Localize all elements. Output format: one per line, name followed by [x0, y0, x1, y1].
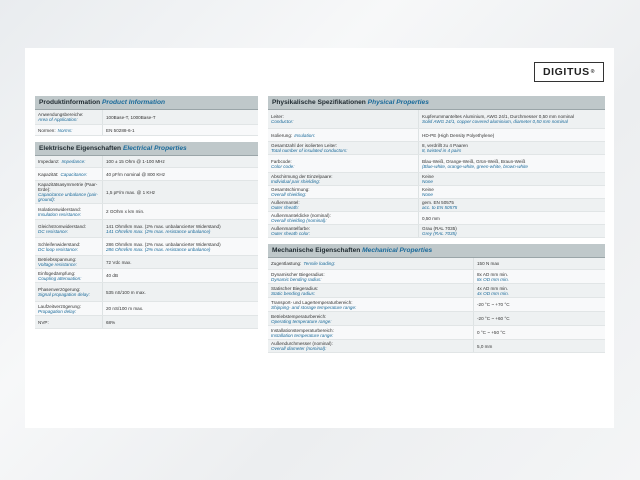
spec-label: Dynamischer Biegeradius: Dynamic bending radius: — [271, 271, 325, 282]
spec-row — [268, 173, 605, 186]
spec-label: Abschirmung der Einzelpaare: Individual pair shielding: — [271, 174, 333, 184]
section-product-information — [35, 96, 258, 136]
spec-value: 1,5 pF/m max. @ 1 KHz — [102, 181, 258, 203]
spec-value: 141 Ohm/km max. (2% max. unbalancierter Widerstand) 141 Ohm/km max. (2% max. resistance unbalance) — [102, 220, 258, 237]
right-column — [268, 96, 605, 353]
spec-row — [35, 125, 258, 136]
spec-label: Betriebstemperaturbereich: Operating temperature range: — [271, 313, 332, 324]
spec-row — [35, 283, 258, 302]
spec-row — [35, 204, 258, 220]
section-header: Physikalische Spezifikationen Physical Properties — [268, 96, 605, 110]
section-electrical-properties — [35, 142, 258, 329]
spec-row — [268, 298, 605, 312]
spec-row — [35, 269, 258, 283]
spec-label: Isolierung: Insulation: — [271, 132, 316, 138]
spec-label: Installationstemperaturbereich: Installation temperature range: — [271, 327, 334, 338]
spec-value: HD-PE (High Density Polyethylene) — [418, 129, 605, 141]
spec-label: Gleichstromwiderstand: DC resistance: — [38, 223, 86, 234]
spec-label: Außenmantelfarbe: Outer sheath color: — [271, 226, 311, 236]
spec-row — [268, 155, 605, 173]
spec-value: Kupferummanteltes Aluminium, AWG 24/1, Durchmesser 0,50 mm nominal Solid AWG 24/1, copper covered aluminium, diameter 0,50 mm nominal — [418, 110, 605, 128]
spec-row — [35, 156, 258, 168]
section-mechanical-properties — [268, 244, 605, 353]
spec-row — [268, 312, 605, 326]
spec-label: Schleifenwiderstand: DC loop resistance: — [38, 241, 81, 252]
spec-row — [35, 181, 258, 204]
spec-value: 40 dB — [102, 269, 258, 282]
spec-row — [35, 256, 258, 269]
spec-value: -20 °C ~ +70 °C — [473, 298, 605, 311]
spec-label: Betriebsspannung: Voltage resistance: — [38, 257, 77, 267]
spec-value: 100Base-T, 1000Base-T — [102, 110, 258, 124]
spec-label: Laufzeitverzögerung: Propagation delay: — [38, 303, 81, 314]
spec-label: Normen: Norms: — [38, 127, 73, 133]
spec-value: 72 Vdc max. — [102, 256, 258, 268]
spec-value: gem. EN 50575 acc. to EN 50575 — [418, 199, 605, 211]
spec-value: 0 °C ~ +50 °C — [473, 326, 605, 339]
spec-label: Zugentlastung: Tensile loading: — [271, 261, 336, 266]
spec-label: Gesamtschirmung: Overall shielding: — [271, 187, 310, 197]
spec-value: 8x AD mm min. 8x OD mm min. — [473, 270, 605, 283]
spec-value: 2 GOhm x km min. — [102, 204, 258, 219]
spec-value: -20 °C ~ +60 °C — [473, 312, 605, 325]
spec-row — [35, 220, 258, 238]
section-header: Elektrische Eigenschaften Electrical Properties — [35, 142, 258, 156]
spec-label: Statischer Biegeradius: Static bending radius: — [271, 285, 319, 296]
spec-row — [35, 316, 258, 329]
spec-label: Impedanz: Impedance: — [38, 159, 86, 164]
spec-value: 286 Ohm/km max. (2% max. unbalancierter Widerstand) 286 Ohm/km max. (2% max. resistance unbalance) — [102, 238, 258, 255]
digitus-logo: DIGITUS ® — [534, 62, 604, 82]
spec-row — [268, 340, 605, 353]
spec-label: Phasenverzögerung: Signal propagation delay: — [38, 287, 90, 297]
spec-value: Keine None — [418, 186, 605, 198]
spec-row — [268, 212, 605, 225]
spec-row — [35, 168, 258, 181]
spec-label: Einfügedämpfung: Coupling attenuation: — [38, 270, 82, 281]
spec-label: NVP: — [38, 319, 49, 325]
section-physical-properties — [268, 96, 605, 238]
spec-label: Kapazität: Capacitance: — [38, 171, 88, 177]
spec-row — [268, 284, 605, 298]
spec-label: Transport- und Lagertemperaturbereich: Shipping- and storage temperature range: — [271, 299, 357, 310]
spec-row — [268, 225, 605, 238]
spec-row — [268, 110, 605, 129]
spec-value: EN 50288-6-1 — [102, 125, 258, 135]
spec-value: 150 N max — [473, 258, 605, 269]
spec-row — [268, 326, 605, 340]
spec-row — [268, 142, 605, 155]
spec-value: Grau (RAL 7035) Grey (RAL 7035) — [418, 225, 605, 237]
spec-label: Außendurchmesser (nominal): Overall diameter (nominal): — [271, 341, 333, 351]
spec-value: Blau-Weiß, Orange-Weiß, Grün-Weiß, Braun-Weiß (Blue-white, orange-white, green-white, brown-white — [418, 155, 605, 172]
spec-row — [268, 270, 605, 284]
spec-row — [35, 302, 258, 316]
left-column — [35, 96, 258, 329]
spec-row — [35, 238, 258, 256]
spec-value: 5,0 mm — [473, 340, 605, 352]
spec-row — [268, 186, 605, 199]
spec-label: Kapazitätsasymmetrie (Paar-Erde): Capacitance unbalance (pair-ground): — [38, 182, 98, 202]
spec-row — [268, 258, 605, 270]
spec-value: 8, verdrillt zu 4 Paaren 8, twisted in 4 pairs — [418, 142, 605, 154]
spec-value: 20 nS/100 m max. — [102, 302, 258, 315]
spec-label: Anwendungsbereiche: Area of Application: — [38, 112, 84, 122]
spec-value: 535 nS/100 m max. — [102, 283, 258, 301]
spec-label: Gesamtzahl der isolierten Leiter: Total number of insulated conductors: — [271, 143, 348, 153]
spec-label: Farbcode: Color code: — [271, 158, 295, 169]
spec-row — [35, 110, 258, 125]
spec-row — [268, 199, 605, 212]
section-header: Mechanische Eigenschaften Mechanical Properties — [268, 244, 605, 258]
spec-label: Isolationswiderstand: Insulation resistance: — [38, 206, 82, 217]
spec-label: Außenmanteldicke (nominal): Overall shielding (nominal): — [271, 213, 331, 223]
spec-row — [268, 129, 605, 142]
spec-label: Leiter: Conductor: — [271, 114, 294, 124]
spec-label: Außenmantel: Outer sheath: — [271, 200, 300, 210]
spec-value: 40 pF/m nominal @ 800 KHz — [102, 168, 258, 180]
spec-value: Keine None — [418, 173, 605, 185]
spec-value: 100 ± 15 Ohm @ 1-100 MHz — [102, 156, 258, 167]
spec-value: 0,50 mm — [418, 212, 605, 224]
spec-value: 68% — [102, 316, 258, 328]
section-header: Produktinformation Product Information — [35, 96, 258, 110]
spec-value: 4x AD mm min. 4x OD mm min. — [473, 284, 605, 297]
